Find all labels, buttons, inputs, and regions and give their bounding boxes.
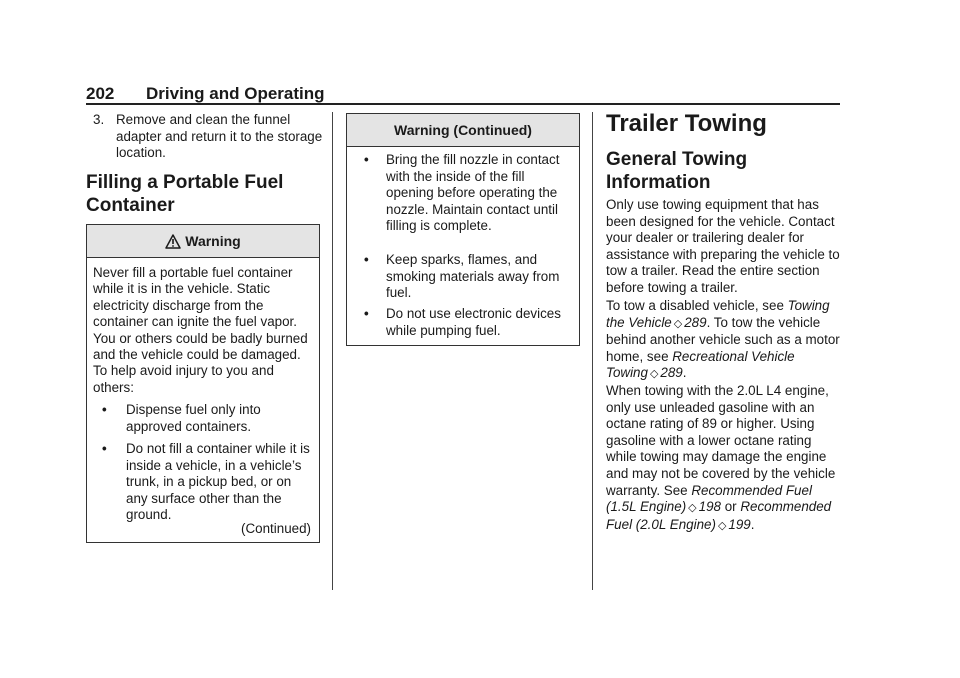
page-reference-icon: ◇ — [717, 519, 727, 532]
paragraph-text: . — [682, 365, 687, 381]
paragraph-text: or — [720, 499, 741, 515]
bullet-dot: • — [102, 402, 107, 417]
filling-heading-line1: Filling a Portable Fuel — [86, 172, 284, 193]
bullet-dot: • — [364, 252, 369, 267]
page-reference-icon: ◇ — [649, 368, 659, 381]
trailer-towing-heading: Trailer Towing — [606, 110, 767, 137]
xref-page[interactable]: 198 — [698, 499, 721, 515]
filling-heading — [86, 171, 326, 217]
warning-triangle-icon — [165, 234, 181, 249]
general-towing-heading-line1: General Towing — [606, 149, 748, 170]
bullet-dot: • — [364, 152, 369, 167]
warning-header — [87, 225, 319, 258]
paragraph-text: To tow a disabled vehicle, see — [606, 298, 788, 313]
filling-heading-line2: Container — [86, 195, 175, 216]
xref-recreational-vehicle-towing[interactable]: Recreational Vehicle Towing — [606, 348, 795, 381]
bullet-text: Keep sparks, flames, and smoking materials away from fuel. — [386, 252, 560, 301]
towing-paragraph-3 — [606, 383, 840, 534]
warning-intro: Never fill a portable fuel container while it is in the vehicle. Static electricity discharge from the container can ignite the fuel vapor. You or others could be badly burned and the vehicle could be damaged. To help avoid injury to you and others: — [93, 265, 308, 395]
bullet-text: Do not fill a container while it is inside a vehicle, in a vehicle’s trunk, in a pickup bed, or on any surface other than the ground. — [126, 441, 310, 523]
bullet-text: Bring the fill nozzle in contact with the inside of the fill opening before operating the nozzle. Maintain contact until filling is complete. — [386, 152, 560, 234]
column-divider-right — [592, 112, 593, 590]
warning-box-1 — [86, 224, 320, 543]
warning-box-2 — [346, 113, 580, 346]
general-towing-heading — [606, 148, 840, 194]
step-text: Remove and clean the funnel adapter and return it to the storage location. — [116, 112, 323, 161]
page-reference-icon: ◇ — [688, 502, 697, 515]
xref-recommended-fuel-2-0l[interactable]: Recommended Fuel (2.0L Engine) — [606, 499, 832, 532]
bullet-text: Do not use electronic devices while pumping fuel. — [386, 306, 561, 338]
bullet-dot: • — [102, 441, 107, 456]
column-divider-left — [332, 112, 333, 590]
paragraph-text: . — [750, 516, 755, 532]
towing-paragraph-1: Only use towing equipment that has been designed for the vehicle. Contact your dealer or trailering dealer for assistance with preparing the vehicle to tow a trailer. Read the entire section before towing a trailer. — [606, 197, 840, 295]
bullet-dot: • — [364, 306, 369, 321]
towing-paragraph-2 — [606, 298, 840, 383]
page-reference-icon: ◇ — [673, 317, 683, 330]
continued-label: (Continued) — [241, 521, 311, 536]
page-number: 202 — [86, 84, 115, 103]
xref-page[interactable]: 289 — [660, 365, 683, 381]
section-title: Driving and Operating — [146, 84, 325, 103]
step-number: 3. — [93, 112, 105, 127]
paragraph-text: When towing with the 2.0L L4 engine, only use unleaded gasoline with an octane rating of 89 or higher. Using gasoline with a lower octane rating while towing may damage the engine and may not be covered by the vehicle warranty. See — [606, 383, 836, 498]
warning-title: Warning — [185, 233, 241, 249]
xref-recommended-fuel-1-5l[interactable]: Recommended Fuel (1.5L Engine) — [606, 482, 812, 515]
general-towing-heading-line2: Information — [606, 172, 711, 193]
paragraph-text: . To tow the vehicle behind another vehicle such as a motor home, see — [606, 314, 840, 364]
bullet-text: Dispense fuel only into approved containers. — [126, 402, 261, 434]
warning-header — [347, 114, 579, 147]
warning-title: Warning (Continued) — [394, 122, 532, 138]
header-rule — [86, 103, 840, 105]
xref-page[interactable]: 289 — [684, 314, 707, 330]
xref-towing-the-vehicle[interactable]: Towing the Vehicle — [606, 298, 830, 330]
xref-page[interactable]: 199 — [728, 516, 751, 532]
